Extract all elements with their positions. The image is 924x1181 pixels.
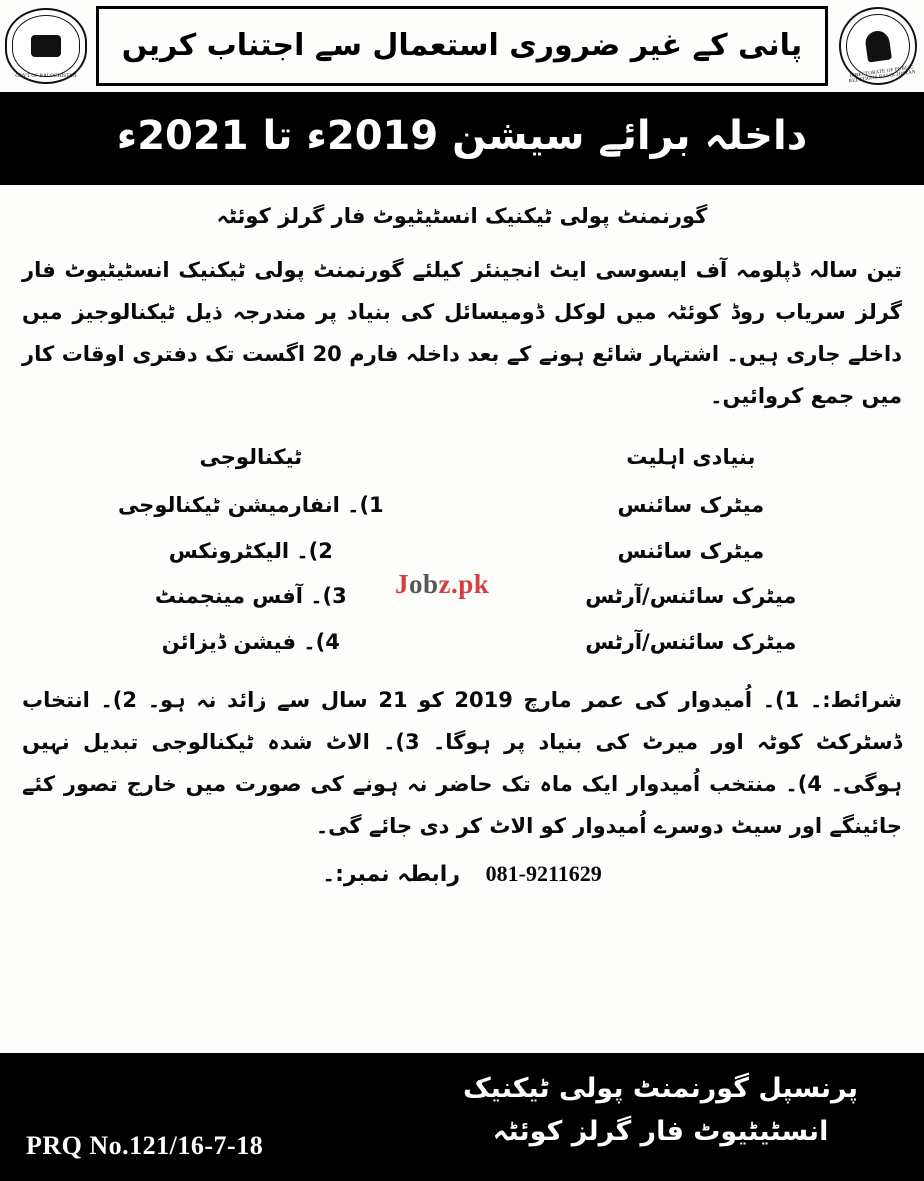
table-header-row <box>22 435 902 484</box>
principal-signature <box>463 1067 858 1153</box>
cell-eligibility: میٹرک سائنس <box>617 538 765 563</box>
table-row <box>22 620 902 666</box>
contact-label: رابطہ نمبر:۔ <box>322 862 460 887</box>
govt-balochistan-seal <box>0 0 92 92</box>
table-row <box>22 574 902 620</box>
seal-core-icon <box>864 29 892 62</box>
water-slogan-text: پانی کے غیر ضروری استعمال سے اجتناب کریں <box>121 28 803 64</box>
watermark-part-1: J <box>395 569 409 599</box>
page-title: داخلہ برائے سیشن 2019ء تا 2021ء <box>116 113 808 159</box>
cell-technology: 3)۔ آفس مینجمنٹ <box>154 584 347 608</box>
cell-eligibility: میٹرک سائنس/آرٹس <box>585 629 797 654</box>
left-seal-caption: GOVT OF BALOCHISTAN <box>15 74 77 79</box>
cell-technology: 2)۔ الیکٹرونکس <box>168 538 333 563</box>
conditions-paragraph: شرائط:۔ 1)۔ اُمیدوار کی عمر مارچ 2019 کو 21 سال سے زائد نہ ہو۔ 2)۔ انتخاب ڈسٹرکٹ کوٹہ اور میرٹ کی بنیاد پر ہوگا۔ 3)۔ الاٹ شدہ ٹیکنالوجی تبدیل نہیں ہوگی۔ 4)۔ منتخب اُمیدوار ایک ماہ تک حاضر نہ ہونے کی صورت میں خارج تصور کئے جائینگے اور سیٹ دوسرے اُمیدوار کو الاٹ کر دی جائے گی۔ <box>22 688 902 838</box>
signature-line-1: پرنسپل گورنمنٹ پولی ٹیکنیک <box>463 1073 858 1104</box>
watermark-part-3: z.pk <box>438 569 490 599</box>
contact-number: 081-9211629 <box>485 861 602 886</box>
column-header-technology: ٹیکنالوجی <box>199 444 303 469</box>
water-slogan-box <box>96 6 828 86</box>
watermark-part-2: ob <box>409 569 439 599</box>
document-body <box>0 185 924 887</box>
institute-name: گورنمنٹ پولی ٹیکنیک انسٹیٹیوٹ فار گرلز کوئٹہ <box>216 204 708 228</box>
table-row <box>22 529 902 575</box>
public-relations-seal <box>832 0 924 92</box>
top-banner <box>0 0 924 95</box>
technologies-table <box>22 435 902 666</box>
prq-reference: PRQ No.121/16-7-18 <box>26 1131 264 1160</box>
column-header-eligibility: بنیادی اہلیت <box>626 444 756 469</box>
table-row <box>22 483 902 529</box>
footer-bar <box>0 1053 924 1181</box>
title-bar <box>0 95 924 185</box>
seal-icon <box>5 8 87 84</box>
signature-line-2: انسٹیٹیوٹ فار گرلز کوئٹہ <box>492 1116 829 1148</box>
contact-line <box>22 861 902 887</box>
seal-icon <box>834 2 922 90</box>
seal-core-icon <box>31 35 61 57</box>
cell-eligibility: میٹرک سائنس/آرٹس <box>585 584 797 608</box>
cell-technology: 4)۔ فیشن ڈیزائن <box>161 629 340 654</box>
right-seal-caption: DIRECTORATE OF PUBLIC RELATIONS BALOCHISTAN <box>848 65 917 85</box>
intro-paragraph: تین سالہ ڈپلومہ آف ایسوسی ایٹ انجینئر کیلئے گورنمنٹ پولی ٹیکنیک انسٹیٹیوٹ فار گرلز سریاب روڈ کوئٹہ میں لوکل ڈومیسائل کی بنیاد پر مندرجہ ذیل ٹیکنالوجیز میں داخلے جاری ہیں۔ اشتہار شائع ہونے کے بعد داخلہ فارم 20 اگست تک دفتری اوقات کار میں جمع کروائیں۔ <box>22 257 902 408</box>
cell-eligibility: میٹرک سائنس <box>617 493 765 517</box>
cell-technology: 1)۔ انفارمیشن ٹیکنالوجی <box>117 493 384 517</box>
